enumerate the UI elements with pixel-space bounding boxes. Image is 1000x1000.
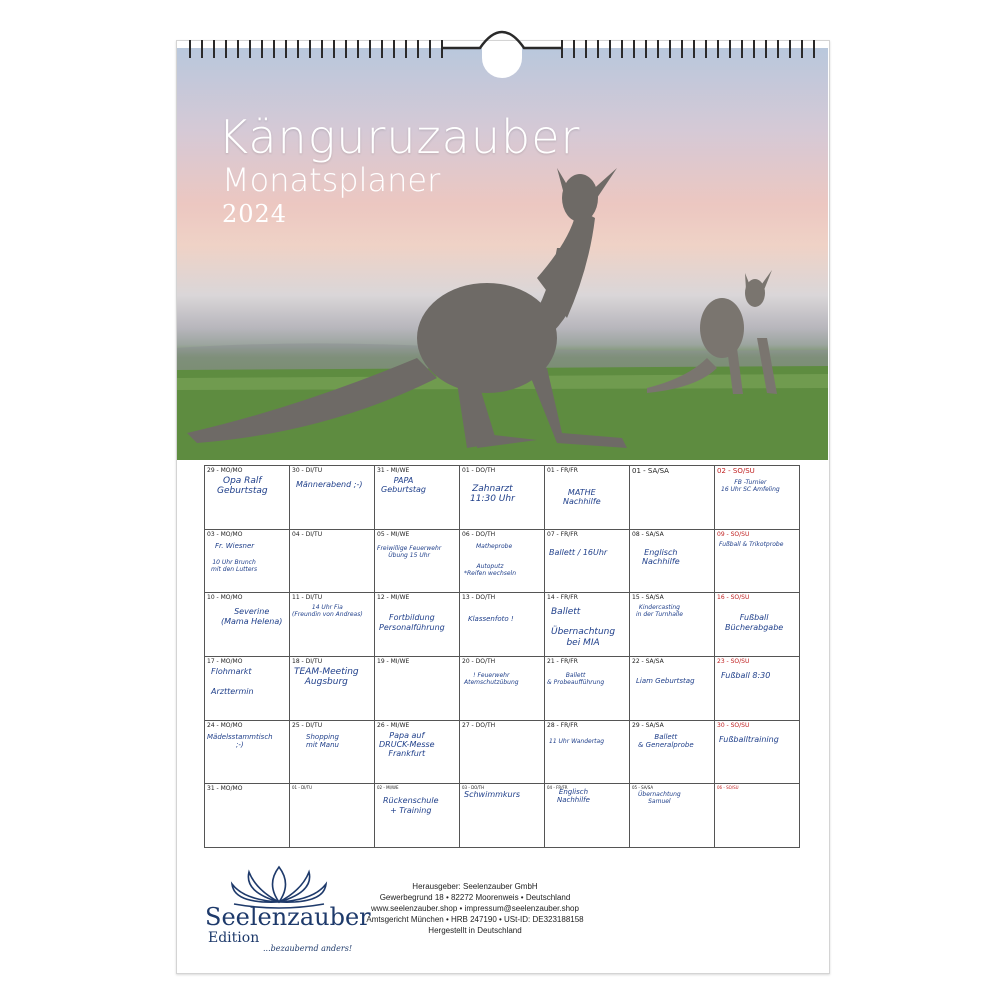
day-label: 27 - DO/TH [462, 721, 496, 729]
calendar-note: Fußball Bücherabgabe [725, 613, 784, 632]
day-cell[interactable] [375, 466, 460, 530]
day-cell[interactable] [545, 657, 630, 721]
calendar-note: Fortbildung Personalführung [379, 613, 445, 632]
day-cell[interactable] [545, 530, 630, 594]
day-cell[interactable] [205, 593, 290, 657]
publisher-logo-text: Seelenzauber [205, 903, 371, 931]
day-cell[interactable] [290, 721, 375, 785]
day-label: 18 - DI/TU [292, 658, 323, 665]
imprint [355, 881, 595, 936]
day-cell[interactable] [630, 593, 715, 657]
calendar-note: Severine (Mama Helena) [221, 607, 283, 626]
day-label: 07 - FR/FR [547, 530, 578, 538]
spiral-binding [180, 18, 824, 68]
day-cell[interactable] [715, 784, 800, 848]
calendar-note: Übernachtung Samuel [638, 791, 681, 806]
calendar-note: 10 Uhr Brunch mit den Lutters [211, 558, 258, 573]
day-label: 26 - MI/WE [377, 721, 410, 729]
day-cell[interactable] [545, 784, 630, 848]
day-label: 05 - SA/SA [632, 785, 654, 791]
day-label: 29 - MO/MO [207, 467, 243, 474]
day-label: 20 - DO/TH [462, 658, 496, 665]
calendar-note: Opa Ralf Geburtstag [217, 476, 268, 497]
calendar-note: Mädelsstammtisch ;-) [207, 732, 273, 749]
day-cell[interactable] [715, 466, 800, 530]
imprint-line: Amtsgericht München • HRB 247190 • USt-ID: DE323188158 [366, 915, 584, 924]
day-cell[interactable] [715, 530, 800, 594]
imprint-line: www.seelenzauber.shop • impressum@seelenzauber.shop [371, 904, 579, 913]
day-label: 01 - SA/SA [632, 467, 669, 475]
day-cell[interactable] [375, 530, 460, 594]
day-cell[interactable] [715, 593, 800, 657]
day-label: 09 - SO/SU [717, 530, 750, 538]
day-cell[interactable] [290, 466, 375, 530]
day-cell[interactable] [205, 530, 290, 594]
day-label: 08 - SA/SA [632, 530, 664, 538]
calendar-note: Englisch Nachhilfe [642, 547, 680, 566]
calendar-note: Fußballtraining [719, 734, 779, 744]
day-cell[interactable] [375, 784, 460, 848]
day-cell[interactable] [460, 530, 545, 594]
day-label: 30 - SO/SU [717, 721, 750, 729]
day-cell[interactable] [715, 657, 800, 721]
calendar-note: MATHE Nachhilfe [563, 488, 601, 507]
day-label: 03 - DO/TH [462, 785, 485, 791]
day-cell[interactable] [630, 466, 715, 530]
day-label: 16 - SO/SU [717, 594, 750, 602]
day-label: 21 - FR/FR [547, 658, 578, 665]
day-label: 31 - MO/MO [207, 785, 243, 793]
day-cell[interactable] [545, 593, 630, 657]
day-cell[interactable] [205, 657, 290, 721]
calendar-subtitle: Monatsplaner [222, 161, 441, 199]
day-label: 30 - DI/TU [292, 467, 323, 474]
day-label: 05 - MI/WE [377, 530, 410, 538]
day-label: 22 - SA/SA [632, 658, 664, 665]
day-label: 01 - FR/FR [547, 467, 578, 474]
day-label: 10 - MO/MO [207, 594, 243, 602]
day-cell[interactable] [375, 657, 460, 721]
calendar-year: 2024 [222, 200, 288, 228]
day-cell[interactable] [290, 657, 375, 721]
calendar-note: Ballett / 16Uhr [549, 547, 608, 557]
calendar-note: Liam Geburtstag [636, 677, 695, 685]
day-label: 29 - SA/SA [632, 721, 664, 729]
calendar-note: Matheprobe [476, 542, 513, 550]
calendar-note: Fußball & Trikotprobe [719, 540, 784, 548]
calendar-note: Rückenschule + Training [383, 796, 439, 815]
calendar-note: Freiwillige Feuerwehr Übung 15 Uhr [377, 544, 442, 559]
calendar-note: Fußball 8:30 [721, 671, 771, 680]
calendar-note: ! Feuerwehr Atemschutzübung [464, 672, 519, 686]
day-cell[interactable] [375, 593, 460, 657]
day-cell[interactable] [205, 466, 290, 530]
day-label: 04 - DI/TU [292, 530, 323, 538]
calendar-note: Ballett & Generalprobe [638, 732, 694, 749]
day-cell[interactable] [545, 721, 630, 785]
day-cell[interactable] [290, 593, 375, 657]
day-label: 31 - MI/WE [377, 467, 410, 474]
day-cell[interactable] [375, 721, 460, 785]
day-label: 24 - MO/MO [207, 721, 243, 729]
imprint-line: Gewerbegrund 18 • 82272 Moorenweis • Deutschland [379, 893, 571, 902]
calendar-note: Arzttermin [211, 687, 254, 696]
calendar-note: Shopping mit Manu [306, 732, 339, 749]
day-cell[interactable] [630, 784, 715, 848]
calendar-note: Autoputz *Reifen wechseln [464, 562, 517, 577]
day-cell[interactable] [630, 721, 715, 785]
day-cell[interactable] [460, 466, 545, 530]
day-cell[interactable] [460, 593, 545, 657]
day-cell[interactable] [460, 784, 545, 848]
day-cell[interactable] [205, 784, 290, 848]
day-label: 25 - DI/TU [292, 721, 323, 729]
day-cell[interactable] [630, 657, 715, 721]
day-label: 28 - FR/FR [547, 721, 578, 729]
day-label: 17 - MO/MO [207, 658, 243, 665]
day-cell[interactable] [630, 530, 715, 594]
calendar-note: Englisch Nachhilfe [557, 788, 590, 805]
imprint-line: Hergestellt in Deutschland [428, 926, 522, 935]
day-label: 19 - MI/WE [377, 658, 410, 665]
day-cell[interactable] [715, 721, 800, 785]
calendar-note: 11 Uhr Wandertag [549, 737, 604, 745]
calendar-note: Übernachtung bei MIA [551, 627, 616, 648]
day-cell[interactable] [205, 721, 290, 785]
calendar-note: Schwimmkurs [464, 790, 521, 800]
day-label: 14 - FR/FR [547, 594, 578, 602]
day-cell[interactable] [290, 784, 375, 848]
calendar-note: Ballett & Probeaufführung [547, 672, 605, 686]
day-label: 11 - DI/TU [292, 594, 323, 602]
calendar-note: PAPA Geburtstag [381, 476, 426, 495]
day-cell[interactable] [545, 466, 630, 530]
calendar-note: Flohmarkt [211, 667, 252, 676]
calendar-note: Kindercasting in der Turnhalle [636, 604, 683, 619]
calendar-note: FB -Turnier 16 Uhr SC Amfeling [721, 479, 780, 493]
day-label: 02 - SO/SU [717, 467, 755, 475]
calendar-note: 14 Uhr Fia (Freundin von Andreas) [292, 604, 363, 619]
day-label: 01 - DI/TU [292, 785, 313, 791]
calendar-note: Männerabend ;-) [296, 480, 363, 489]
day-label: 06 - SO/SU [717, 785, 739, 791]
day-label: 01 - DO/TH [462, 467, 496, 474]
calendar-note: Papa auf DRUCK-Messe Frankfurt [379, 730, 435, 759]
day-cell[interactable] [460, 721, 545, 785]
day-label: 23 - SO/SU [717, 658, 750, 665]
publisher-tagline: ...bezaubernd anders! [263, 944, 353, 953]
day-label: 06 - DO/TH [462, 530, 496, 538]
calendar-note: Ballett [551, 607, 581, 618]
day-label: 03 - MO/MO [207, 530, 243, 538]
day-cell[interactable] [290, 530, 375, 594]
day-cell[interactable] [460, 657, 545, 721]
day-label: 12 - MI/WE [377, 594, 410, 602]
day-label: 15 - SA/SA [632, 594, 664, 602]
calendar-note: TEAM-Meeting Augsburg [294, 667, 359, 688]
day-label: 02 - MI/WE [377, 785, 399, 791]
day-label: 13 - DO/TH [462, 594, 496, 602]
publisher-logo-edition: Edition [208, 930, 260, 946]
imprint-line: Herausgeber: Seelenzauber GmbH [412, 882, 538, 891]
calendar-note: Klassenfoto ! [468, 615, 514, 624]
day-label: 04 - FR/FR [547, 785, 568, 791]
month-grid [204, 465, 800, 848]
calendar-title: Känguruzauber [218, 110, 581, 164]
calendar-note: Zahnarzt 11:30 Uhr [470, 484, 515, 505]
calendar-note: Fr. Wiesner [215, 541, 255, 550]
